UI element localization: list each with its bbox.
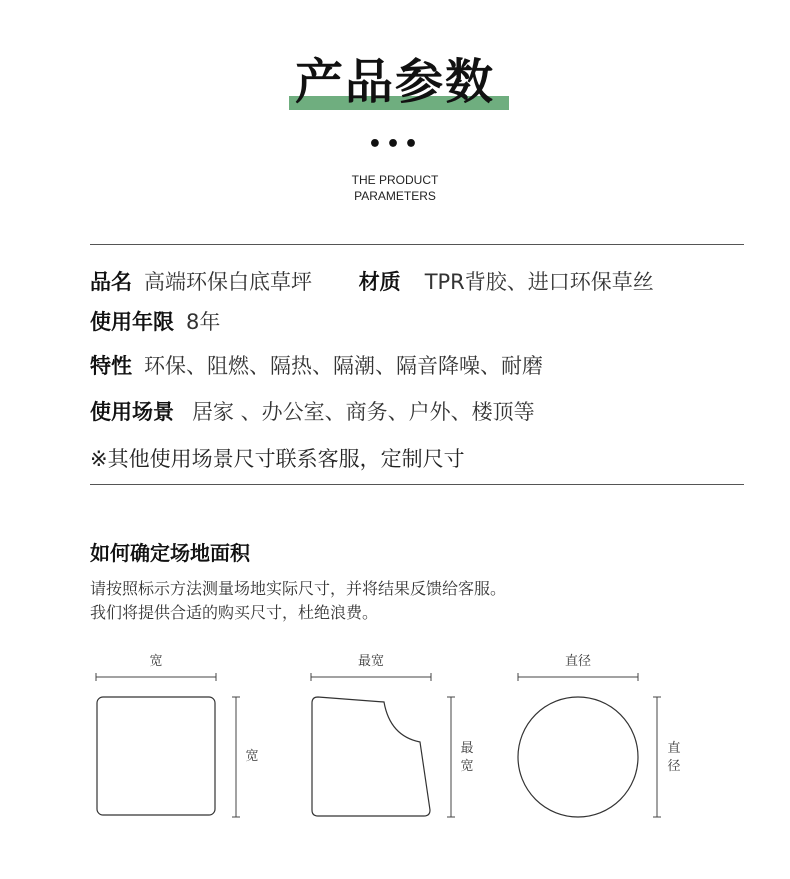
spec-row-years [90,308,220,336]
spec-material-value: TPR背胶、进口环保草丝 [424,270,654,294]
page-subtitle [0,172,790,204]
circle-diagram [518,673,661,817]
spec-feature-value: 环保、阻燃、隔热、隔潮、隔音降噪、耐磨 [144,354,543,378]
spec-row-scene [90,398,535,426]
spec-row-name-material [90,268,654,296]
spec-material-key: 材质 [358,270,401,294]
spec-name-key: 品名 [90,270,132,294]
spec-row-feature [90,352,543,380]
spec-scene-key: 使用场景 [90,400,174,424]
guide-line-2: 我们将提供合适的购买尺寸，杜绝浪费。 [90,603,379,622]
decorative-dots: ••• [367,132,423,157]
circle-side-label-1: 直 [667,741,681,756]
irregular-height-label-2: 宽 [460,759,474,774]
guide-line-1: 请按照标示方法测量场地实际尺寸，并将结果反馈给客服。 [90,579,507,598]
circle-shape [518,697,638,817]
subtitle-line-1: THE PRODUCT [351,173,439,187]
subtitle-line-2: PARAMETERS [354,189,436,203]
circle-diameter-label: 直径 [564,654,591,669]
top-divider [90,244,744,245]
spec-note: ※其他使用场景尺寸联系客服，定制尺寸 [90,447,465,471]
spec-scene-value: 居家 、办公室、商务、户外、楼顶等 [192,400,535,424]
spec-years-key: 使用年限 [90,310,174,334]
spec-feature-key: 特性 [90,354,132,378]
irregular-width-label: 最宽 [357,654,384,669]
irregular-height-label-1: 最 [460,741,474,756]
page-title: 产品参数 [294,54,495,110]
title-block [0,48,790,118]
circle-side-label-2: 径 [667,759,681,774]
spec-years-value: 8年 [186,310,221,334]
square-height-label: 宽 [245,749,259,764]
measurement-diagrams [0,640,790,840]
irregular-shape [312,697,430,816]
bottom-divider [90,484,744,485]
irregular-diagram [311,673,455,817]
square-shape [97,697,215,815]
guide-title: 如何确定场地面积 [90,541,250,565]
spec-name-value: 高端环保白底草坪 [144,270,312,294]
square-diagram [96,673,240,817]
square-width-label: 宽 [149,654,163,669]
